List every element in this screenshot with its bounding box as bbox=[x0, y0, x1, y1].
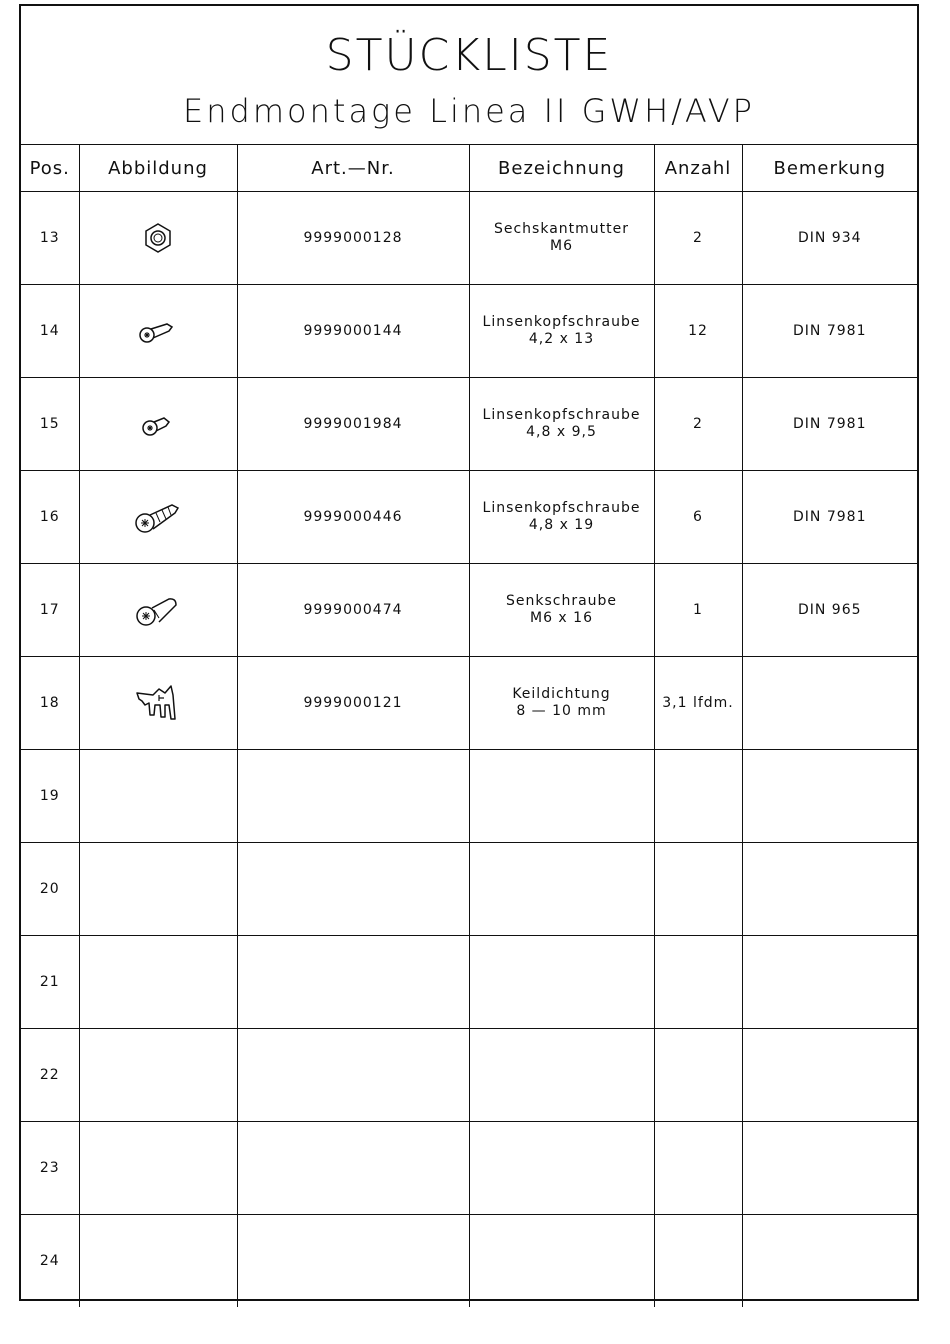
description-cell bbox=[469, 564, 654, 657]
image-cell bbox=[79, 1122, 237, 1215]
description-line-1: Senkschraube bbox=[505, 593, 618, 609]
quantity-cell: 2 bbox=[654, 378, 742, 471]
remark-cell bbox=[742, 1029, 917, 1122]
title-block bbox=[21, 6, 917, 145]
table-row bbox=[21, 1215, 917, 1308]
table-row bbox=[21, 936, 917, 1029]
wedge-seal-icon bbox=[133, 683, 183, 723]
pos-cell: 20 bbox=[21, 843, 79, 936]
header-abbildung: Abbildung bbox=[79, 145, 237, 192]
quantity-cell: 12 bbox=[654, 285, 742, 378]
remark-cell: DIN 965 bbox=[742, 564, 917, 657]
description-cell bbox=[469, 378, 654, 471]
description-line-2: M6 x 16 bbox=[530, 610, 593, 626]
table-header-row bbox=[21, 145, 917, 192]
quantity-cell bbox=[654, 1029, 742, 1122]
description-line-1: Sechskantmutter bbox=[493, 221, 630, 237]
table-row bbox=[21, 564, 917, 657]
image-cell bbox=[79, 285, 237, 378]
pos-cell: 24 bbox=[21, 1215, 79, 1308]
page-title: STÜCKLISTE bbox=[325, 30, 613, 81]
art-nr-cell bbox=[237, 750, 469, 843]
quantity-cell bbox=[654, 1122, 742, 1215]
description-cell bbox=[469, 1122, 654, 1215]
pos-cell: 14 bbox=[21, 285, 79, 378]
quantity-cell bbox=[654, 750, 742, 843]
pan-head-screw-icon bbox=[138, 408, 178, 440]
description-line-2: 4,8 x 19 bbox=[528, 517, 595, 533]
image-cell bbox=[79, 936, 237, 1029]
description-line-2: 4,2 x 13 bbox=[528, 331, 595, 347]
pos-cell: 13 bbox=[21, 192, 79, 285]
art-nr-cell: 9999000144 bbox=[237, 285, 469, 378]
header-bezeichnung: Bezeichnung bbox=[469, 145, 654, 192]
remark-cell: DIN 7981 bbox=[742, 378, 917, 471]
description-cell bbox=[469, 843, 654, 936]
image-cell bbox=[79, 1215, 237, 1308]
parts-list-sheet bbox=[19, 4, 919, 1301]
hex-nut-icon bbox=[140, 220, 176, 256]
image-cell bbox=[79, 378, 237, 471]
table-row bbox=[21, 1122, 917, 1215]
pos-cell: 17 bbox=[21, 564, 79, 657]
table-row bbox=[21, 285, 917, 378]
description-line-2: 8 — 10 mm bbox=[516, 703, 607, 719]
quantity-cell: 1 bbox=[654, 564, 742, 657]
pan-head-screw-icon bbox=[132, 497, 184, 537]
quantity-cell bbox=[654, 1215, 742, 1308]
remark-cell: DIN 934 bbox=[742, 192, 917, 285]
art-nr-cell bbox=[237, 843, 469, 936]
art-nr-cell bbox=[237, 936, 469, 1029]
description-cell bbox=[469, 285, 654, 378]
image-cell bbox=[79, 471, 237, 564]
pos-cell: 18 bbox=[21, 657, 79, 750]
remark-cell bbox=[742, 657, 917, 750]
pos-cell: 22 bbox=[21, 1029, 79, 1122]
description-cell bbox=[469, 657, 654, 750]
description-line-2: 4,8 x 9,5 bbox=[526, 424, 597, 440]
image-cell bbox=[79, 750, 237, 843]
header-bemerkung: Bemerkung bbox=[742, 145, 917, 192]
description-line-1: Keildichtung bbox=[512, 686, 611, 702]
description-cell bbox=[469, 192, 654, 285]
countersunk-screw-icon bbox=[133, 590, 183, 630]
pos-cell: 15 bbox=[21, 378, 79, 471]
description-cell bbox=[469, 750, 654, 843]
table-row bbox=[21, 192, 917, 285]
art-nr-cell: 9999000474 bbox=[237, 564, 469, 657]
pos-cell: 19 bbox=[21, 750, 79, 843]
remark-cell bbox=[742, 936, 917, 1029]
description-line-1: Linsenkopfschraube bbox=[482, 500, 641, 516]
remark-cell: DIN 7981 bbox=[742, 285, 917, 378]
parts-table bbox=[21, 144, 917, 1307]
header-art-nr: Art.—Nr. bbox=[237, 145, 469, 192]
quantity-cell bbox=[654, 843, 742, 936]
table-row bbox=[21, 1029, 917, 1122]
art-nr-cell bbox=[237, 1122, 469, 1215]
remark-cell bbox=[742, 843, 917, 936]
table-row bbox=[21, 378, 917, 471]
table-row bbox=[21, 843, 917, 936]
table-row bbox=[21, 471, 917, 564]
description-line-2: M6 bbox=[550, 238, 573, 254]
description-line-1: Linsenkopfschraube bbox=[482, 314, 641, 330]
page-subtitle: Endmontage Linea II GWH/AVP bbox=[183, 92, 755, 130]
header-anzahl: Anzahl bbox=[654, 145, 742, 192]
art-nr-cell: 9999000121 bbox=[237, 657, 469, 750]
pos-cell: 16 bbox=[21, 471, 79, 564]
art-nr-cell: 9999000128 bbox=[237, 192, 469, 285]
pos-cell: 21 bbox=[21, 936, 79, 1029]
remark-cell bbox=[742, 750, 917, 843]
image-cell bbox=[79, 192, 237, 285]
art-nr-cell: 9999001984 bbox=[237, 378, 469, 471]
table-row bbox=[21, 750, 917, 843]
description-cell bbox=[469, 1215, 654, 1308]
image-cell bbox=[79, 657, 237, 750]
image-cell bbox=[79, 1029, 237, 1122]
quantity-cell: 3,1 lfdm. bbox=[654, 657, 742, 750]
pan-head-screw-icon bbox=[136, 315, 180, 347]
art-nr-cell: 9999000446 bbox=[237, 471, 469, 564]
pos-cell: 23 bbox=[21, 1122, 79, 1215]
description-line-1: Linsenkopfschraube bbox=[482, 407, 641, 423]
header-pos: Pos. bbox=[21, 145, 79, 192]
image-cell bbox=[79, 564, 237, 657]
remark-cell bbox=[742, 1122, 917, 1215]
quantity-cell: 6 bbox=[654, 471, 742, 564]
art-nr-cell bbox=[237, 1215, 469, 1308]
description-cell bbox=[469, 471, 654, 564]
remark-cell bbox=[742, 1215, 917, 1308]
art-nr-cell bbox=[237, 1029, 469, 1122]
remark-cell: DIN 7981 bbox=[742, 471, 917, 564]
quantity-cell: 2 bbox=[654, 192, 742, 285]
description-cell bbox=[469, 1029, 654, 1122]
table-row bbox=[21, 657, 917, 750]
image-cell bbox=[79, 843, 237, 936]
quantity-cell bbox=[654, 936, 742, 1029]
description-cell bbox=[469, 936, 654, 1029]
